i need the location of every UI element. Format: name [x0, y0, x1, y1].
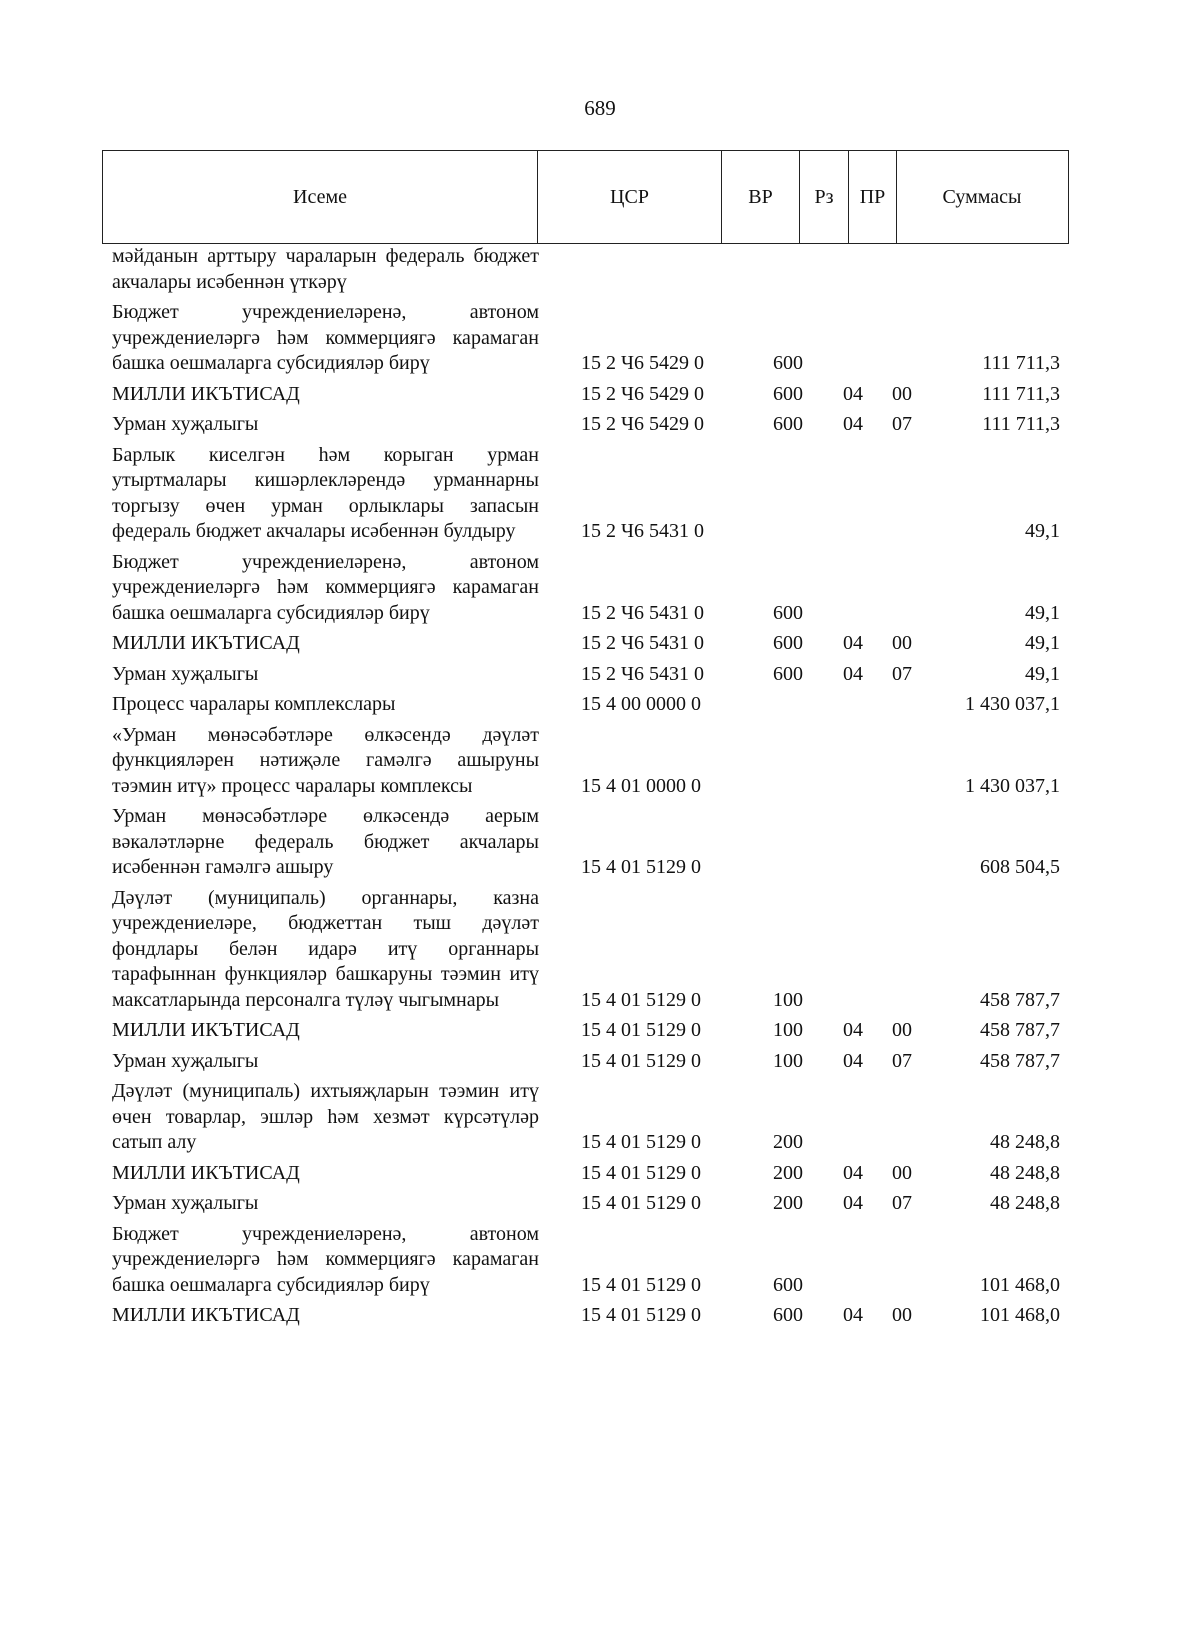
table-row — [112, 1079, 1102, 1156]
row-pr: 00 — [892, 1161, 912, 1184]
row-name: Урман хуҗалыгы — [112, 413, 259, 435]
header-name: Исеме — [293, 185, 347, 208]
row-pr: 00 — [892, 382, 912, 405]
row-name: мәйданын арттыру чараларын федераль бюджет акчалары исәбеннән үткәрү — [112, 245, 539, 293]
row-rz: 04 — [843, 1192, 863, 1214]
row-name: Бюджет учреждениеләренә, автоном учреждениеләргә һәм коммерциягә карамаган башка оешмаларга субсидияләр бирү — [112, 1222, 539, 1296]
table-row — [112, 412, 1102, 438]
row-csr: 15 4 01 0000 0 — [581, 774, 701, 797]
row-vr: 600 — [773, 352, 803, 374]
row-pr: 07 — [892, 1049, 912, 1072]
row-vr: 200 — [773, 1131, 803, 1153]
row-sum: 48 248,8 — [990, 1192, 1060, 1214]
row-name: Урман мөнәсәбәтләре өлкәсендә аерым вәкаләтләрне федераль бюджет акчалары исәбеннән гамәлгә ашыру — [112, 805, 539, 878]
row-name: МИЛЛИ ИКЪТИСАД — [112, 1161, 300, 1184]
row-csr: 15 4 01 5129 0 — [581, 988, 701, 1011]
page-number: 689 — [584, 96, 616, 120]
row-sum: 458 787,7 — [980, 988, 1060, 1011]
row-rz: 04 — [843, 632, 863, 654]
row-vr: 100 — [773, 988, 803, 1011]
row-vr: 100 — [773, 1019, 803, 1041]
row-csr: 15 4 01 5129 0 — [581, 856, 701, 878]
row-pr: 00 — [892, 1304, 912, 1326]
row-csr: 15 2 Ч6 5431 0 — [581, 632, 704, 654]
row-csr: 15 4 01 5129 0 — [581, 1161, 701, 1184]
row-csr: 15 2 Ч6 5431 0 — [581, 662, 704, 685]
row-name: Процесс чаралары комплекслары — [112, 693, 396, 715]
row-sum: 608 504,5 — [980, 856, 1060, 878]
row-vr: 600 — [773, 413, 803, 435]
table-row — [112, 1018, 1102, 1044]
row-rz: 04 — [843, 1304, 863, 1326]
row-vr: 100 — [773, 1049, 803, 1072]
row-csr: 15 4 01 5129 0 — [581, 1304, 701, 1326]
row-csr: 15 2 Ч6 5429 0 — [581, 413, 704, 435]
row-rz: 04 — [843, 1019, 863, 1041]
table-row — [112, 300, 1102, 377]
row-sum: 1 430 037,1 — [965, 693, 1060, 715]
row-pr: 07 — [892, 413, 912, 435]
row-pr: 07 — [892, 1192, 912, 1214]
row-sum: 48 248,8 — [990, 1131, 1060, 1153]
row-sum: 49,1 — [1025, 601, 1060, 624]
row-vr: 600 — [773, 382, 803, 405]
row-vr: 200 — [773, 1161, 803, 1184]
row-name: МИЛЛИ ИКЪТИСАД — [112, 382, 300, 405]
row-rz: 04 — [843, 662, 863, 685]
table-row — [112, 886, 1102, 1014]
table-row — [112, 550, 1102, 627]
row-vr: 200 — [773, 1192, 803, 1214]
row-rz: 04 — [843, 1161, 863, 1184]
table-header — [102, 150, 1069, 244]
row-vr: 600 — [773, 1304, 803, 1326]
table-row — [112, 1222, 1102, 1299]
row-csr: 15 2 Ч6 5429 0 — [581, 382, 704, 405]
row-sum: 101 468,0 — [980, 1273, 1060, 1296]
row-vr: 600 — [773, 632, 803, 654]
row-name: Бюджет учреждениеләренә, автоном учреждениеләргә һәм коммерциягә карамаган башка оешмаларга субсидияләр бирү — [112, 301, 539, 374]
row-sum: 458 787,7 — [980, 1019, 1060, 1041]
row-rz: 04 — [843, 382, 863, 405]
row-sum: 458 787,7 — [980, 1049, 1060, 1072]
row-sum: 111 711,3 — [982, 413, 1060, 435]
row-name: Урман хуҗалыгы — [112, 662, 259, 685]
header-vr: ВР — [721, 151, 799, 243]
row-pr: 00 — [892, 1019, 912, 1041]
row-sum: 49,1 — [1025, 520, 1060, 542]
row-name: Бюджет учреждениеләренә, автоном учреждениеләргә һәм коммерциягә карамаган башка оешмаларга субсидияләр бирү — [112, 550, 539, 624]
table-row — [112, 662, 1102, 688]
row-vr: 600 — [773, 662, 803, 685]
row-csr: 15 4 01 5129 0 — [581, 1273, 701, 1296]
row-sum: 111 711,3 — [982, 382, 1060, 405]
row-sum: 101 468,0 — [980, 1304, 1060, 1326]
row-name: Дәүләт (муниципаль) ихтыяҗларын тәэмин итү өчен товарлар, эшләр һәм хезмәт күрсәтүләр сатып алу — [112, 1080, 539, 1153]
table-row — [112, 804, 1102, 881]
row-name: Барлык киселгән һәм корыган урман утыртмалары кишәрлекләрендә урманнарны торгызу өчен урман орлыклары запасын федераль бюджет акчалары исәбеннән булдыру — [112, 443, 539, 542]
row-csr: 15 4 01 5129 0 — [581, 1019, 701, 1041]
header-pr: ПР — [848, 151, 896, 243]
row-csr: 15 2 Ч6 5429 0 — [581, 352, 704, 374]
row-csr: 15 4 01 5129 0 — [581, 1049, 701, 1072]
row-csr: 15 4 00 0000 0 — [581, 693, 701, 715]
row-rz: 04 — [843, 1049, 863, 1072]
table-row — [112, 1049, 1102, 1075]
header-sum: Суммасы — [896, 151, 1067, 243]
table-row — [112, 723, 1102, 800]
row-name: МИЛЛИ ИКЪТИСАД — [112, 1019, 300, 1041]
row-csr: 15 2 Ч6 5431 0 — [581, 601, 704, 624]
row-csr: 15 4 01 5129 0 — [581, 1131, 701, 1153]
row-vr: 600 — [773, 1273, 803, 1296]
table-row — [112, 244, 1102, 295]
row-pr: 00 — [892, 632, 912, 654]
header-rz: Рз — [799, 151, 848, 243]
row-name: Дәүләт (муниципаль) органнары, казна учреждениеләре, бюджеттан тыш дәүләт фондлары белән идарә итү органнары тарафыннан функцияләр башкаруны тәэмин итү максатларында персоналга түләү чыгымнары — [112, 886, 539, 1011]
row-pr: 07 — [892, 662, 912, 685]
row-sum: 111 711,3 — [982, 352, 1060, 374]
row-vr: 600 — [773, 601, 803, 624]
table-row — [112, 1191, 1102, 1217]
table-body — [112, 244, 1102, 1334]
row-sum: 49,1 — [1025, 662, 1060, 685]
row-csr: 15 4 01 5129 0 — [581, 1192, 701, 1214]
row-rz: 04 — [843, 413, 863, 435]
row-name: МИЛЛИ ИКЪТИСАД — [112, 632, 300, 654]
table-row — [112, 1161, 1102, 1187]
row-sum: 49,1 — [1025, 632, 1060, 654]
table-row — [112, 382, 1102, 408]
header-csr: ЦСР — [537, 151, 721, 243]
row-name: Урман хуҗалыгы — [112, 1192, 259, 1214]
table-row — [112, 443, 1102, 545]
row-sum: 1 430 037,1 — [965, 774, 1060, 797]
row-name: «Урман мөнәсәбәтләре өлкәсендә дәүләт функцияләрен нәтиҗәле гамәлгә ашыруны тәэмин итү» процесс чаралары комплексы — [112, 723, 539, 797]
table-row — [112, 1303, 1102, 1329]
table-row — [112, 692, 1102, 718]
row-name: Урман хуҗалыгы — [112, 1049, 259, 1072]
row-csr: 15 2 Ч6 5431 0 — [581, 520, 704, 542]
row-name: МИЛЛИ ИКЪТИСАД — [112, 1304, 300, 1326]
row-sum: 48 248,8 — [990, 1161, 1060, 1184]
table-row — [112, 631, 1102, 657]
